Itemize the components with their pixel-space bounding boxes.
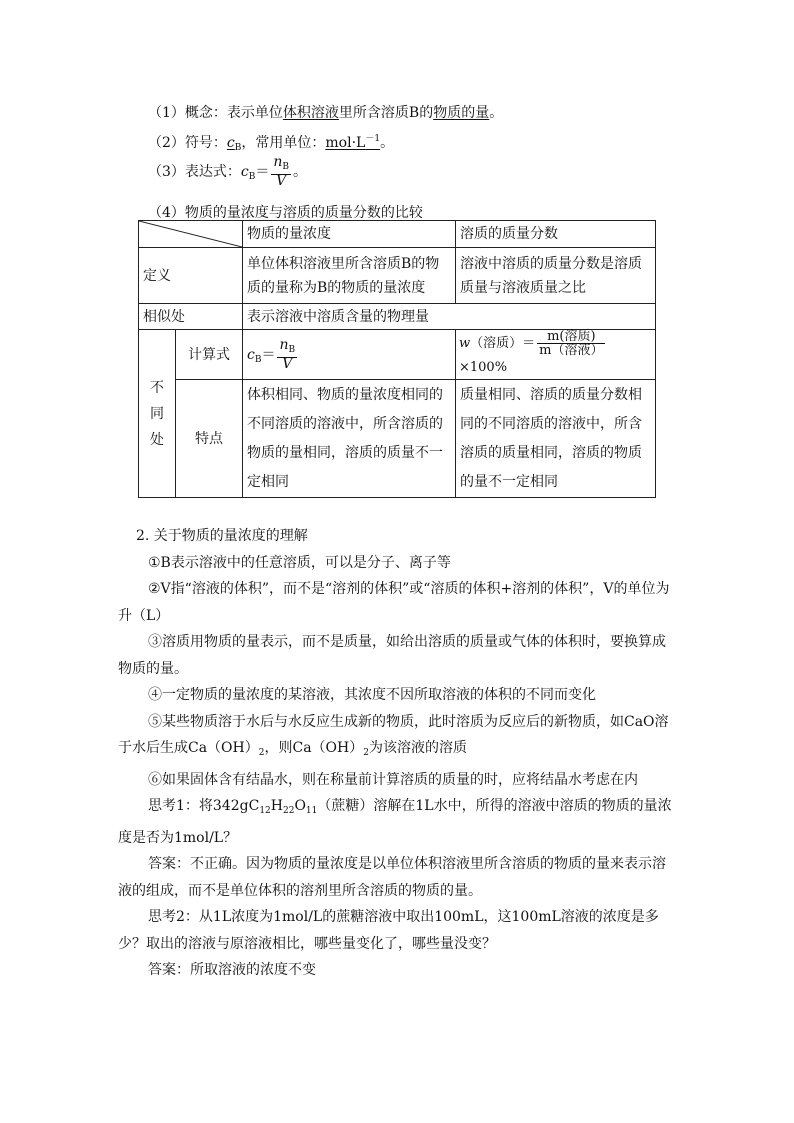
symbol-sub: B [234, 143, 242, 153]
expr-num: n [273, 154, 283, 170]
feature-molarity: 体积相同、物质的量浓度相同的不同溶质的溶液中，所含溶质的物质的量相同，溶质的质量不一定相同 [243, 380, 456, 498]
item-3-end: 。 [293, 164, 308, 180]
point-5-b: ，则Ca（OH） [264, 740, 364, 756]
similarity-value: 表示溶液中溶质含量的物理量 [243, 304, 656, 330]
formula-mass-fraction [456, 330, 656, 380]
item-4-comparison-title: （4）物质的量浓度与溶质的质量分数的比较 [148, 205, 423, 221]
table-row-definition [139, 248, 656, 304]
point-5-a: ⑤某些物质溶于水后与水反应生成新的物质，此时溶质为反应后的新物质，如CaO溶于水后生成Ca（OH） [118, 713, 669, 756]
item-2-unit [325, 135, 380, 151]
diagonal-line [139, 221, 242, 247]
formula-w-lhs: w [459, 336, 471, 351]
symbol-c: c [226, 135, 235, 151]
expr-num-sub: B [282, 162, 290, 172]
label-feature: 特点 [176, 380, 243, 498]
label-definition: 定义 [139, 248, 243, 304]
table-row-similarity [139, 304, 656, 330]
q1-b: H [270, 798, 283, 814]
expr-lhs: c [240, 164, 249, 180]
q1-d: （蔗糖）溶解在1L水中，所得的溶液中溶质的物质的量浓度是否为1mol/L？ [118, 798, 672, 846]
q1-s2: 22 [282, 806, 295, 816]
comparison-table [138, 220, 656, 498]
expr-fraction [271, 156, 291, 188]
expr-lhs-sub: B [248, 172, 256, 182]
item-1-mid: 里所含溶质B的 [338, 105, 434, 121]
item-3-expression [148, 156, 307, 191]
item-1-concept [148, 102, 503, 122]
header-molarity: 物质的量浓度 [243, 221, 456, 248]
item-1-prefix: （1）概念：表示单位 [148, 105, 283, 121]
formula-c-num-sub: B [288, 344, 296, 355]
feature-mass-fraction: 质量相同、溶质的质量分数相同的不同溶质的溶液中，所含溶质的质量相同，溶质的物质的量不一定相同 [456, 380, 656, 498]
definition-mass-fraction: 溶液中溶质的质量分数是溶质质量与溶液质量之比 [456, 248, 656, 304]
item-1-end: 。 [489, 105, 504, 121]
question-1 [118, 793, 678, 851]
formula-c-lhs: c [247, 346, 255, 363]
diagonal-header-cell [139, 221, 243, 248]
q1-s3: 11 [305, 806, 318, 816]
point-6: ⑥如果固体含有结晶水，则在称量前计算溶质的质量的时，应将结晶水考虑在内 [148, 771, 638, 788]
item-2-mid: ，常用单位： [241, 135, 326, 151]
answer-1: 答案：不正确。因为物质的量浓度是以单位体积溶液里所含溶质的物质的量来表示溶液的组成，而不是单位体积的溶剂里所含溶质的物质的量。 [118, 856, 666, 899]
label-formula: 计算式 [176, 330, 243, 380]
unit-text: mol·L [325, 135, 366, 151]
formula-w-paren: （溶质）＝ [470, 336, 536, 351]
item-3-prefix: （3）表达式： [148, 164, 241, 180]
expr-den: V [276, 173, 287, 189]
point-5-sub1: 2 [258, 748, 265, 758]
formula-c-sub: B [254, 354, 262, 365]
answer-2: 答案：所取溶液的浓度不变 [148, 962, 316, 978]
table-header-row [139, 221, 656, 248]
formula-c-den: V [282, 355, 293, 372]
section-2 [118, 523, 678, 984]
q1-s1: 12 [259, 806, 271, 816]
formula-c-eq: ＝ [261, 346, 276, 363]
q1-c: O [294, 798, 306, 814]
formula-c-num: n [279, 336, 289, 353]
item-2-end: 。 [380, 135, 395, 151]
point-2: ②V指“溶液的体积”，而不是“溶剂的体积”或“溶质的体积+溶剂的体积”，V的单位为升（L） [118, 581, 670, 624]
question-2: 思考2：从1L浓度为1mol/L的蔗糖溶液中取出100mL，这100mL溶液的浓度是多少？取出的溶液与原溶液相比，哪些量变化了，哪些量没变？ [118, 909, 659, 952]
point-5-sub2: 2 [363, 748, 369, 758]
section-2-heading: 2. 关于物质的量浓度的理解 [136, 528, 308, 544]
point-5-c: 为该溶液的溶质 [368, 740, 467, 756]
formula-w-tail: ×100% [459, 360, 508, 375]
item-2-symbol [148, 131, 394, 153]
formula-w-den: m（溶液） [539, 343, 604, 358]
expr-eq: ＝ [255, 164, 270, 180]
formula-c-fraction [277, 336, 297, 372]
item-2-symbol-c [227, 135, 241, 151]
q1-a: 思考1：将342gC [148, 798, 260, 814]
item-1-underline-volume: 体积溶液 [282, 105, 339, 121]
formula-molarity [243, 330, 456, 380]
unit-sup: －1 [365, 134, 381, 144]
label-similarity: 相似处 [139, 304, 243, 330]
label-difference: 不同处 [139, 330, 176, 498]
point-5 [118, 709, 678, 767]
table-row-formula [139, 330, 656, 380]
point-3: ③溶质用物质的量表示，而不是质量，如给出溶质的质量或气体的体积时，要换算成物质的量。 [118, 634, 666, 677]
item-2-prefix: （2）符号： [148, 135, 227, 151]
point-4: ④一定物质的量浓度的某溶液，其浓度不因所取溶液的体积的不同而变化 [148, 687, 596, 703]
header-mass-fraction: 溶质的质量分数 [456, 221, 656, 248]
table-row-feature [139, 380, 656, 498]
item-1-underline-amount: 物质的量 [433, 105, 490, 121]
point-1: ①B表示溶液中的任意溶质，可以是分子、离子等 [148, 554, 451, 571]
formula-w-fraction [537, 330, 605, 357]
definition-molarity: 单位体积溶液里所含溶质B的物质的量称为B的物质的量浓度 [243, 248, 456, 304]
formula-w-num: m(溶质) [537, 330, 605, 344]
